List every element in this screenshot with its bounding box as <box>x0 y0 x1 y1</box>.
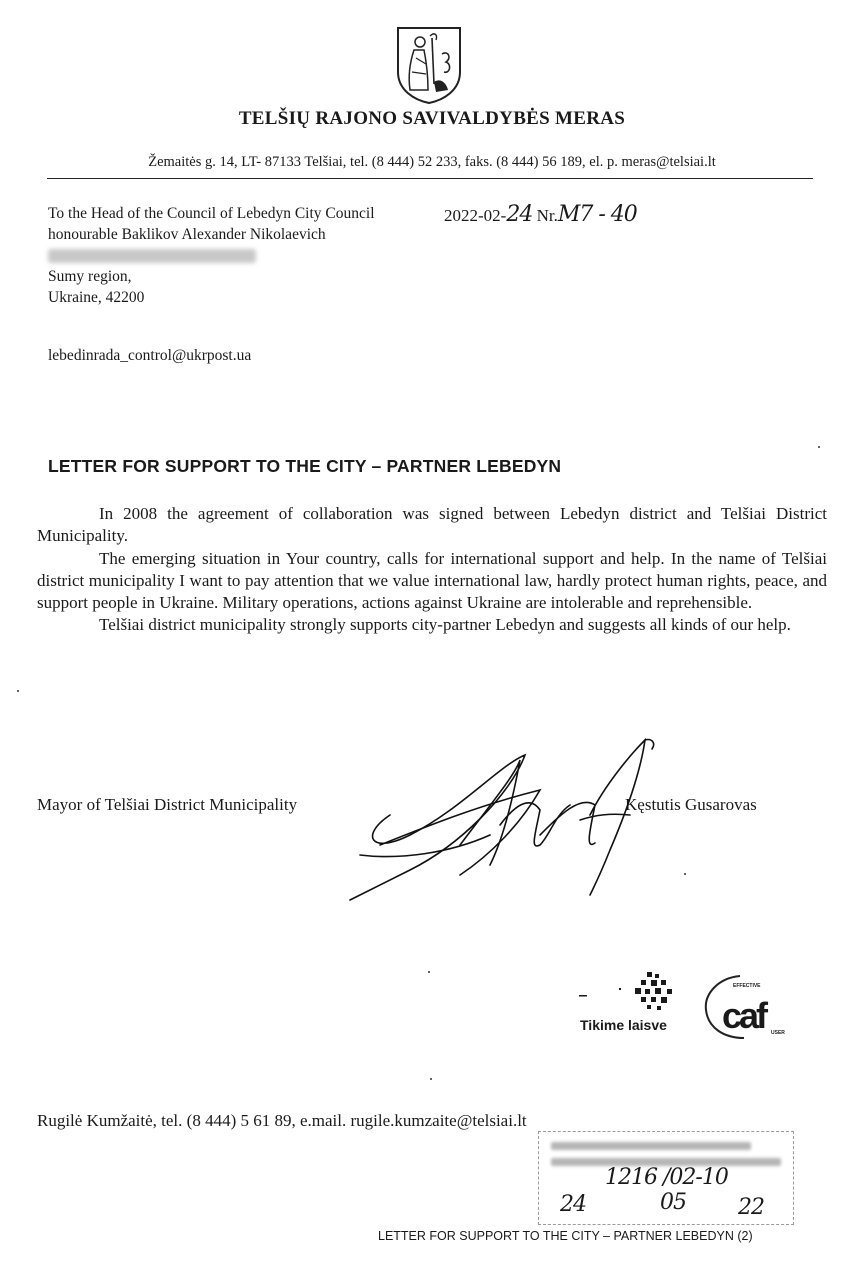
recipient-email: lebedinrada_control@ukrpost.ua <box>48 347 252 364</box>
stamp-date-day: 24 <box>560 1192 586 1217</box>
recipient-line-1: To the Head of the Council of Lebedyn City Council <box>48 205 375 222</box>
paragraph-3: Telšiai district municipality strongly supports city-partner Lebedyn and suggests all kinds of our help. <box>99 615 791 635</box>
contact-line: Rugilė Kumžaitė, tel. (8 444) 5 61 89, e.mail. rugile.kumzaite@telsiai.lt <box>37 1111 527 1130</box>
stamp-text-line <box>551 1142 751 1150</box>
tikime-laisve-logo <box>575 968 685 1048</box>
signatory-title: Mayor of Telšiai District Municipality <box>37 795 298 814</box>
document-reference <box>444 202 637 227</box>
paragraph-2: The emerging situation in Your country, calls for international support and help. In the name of Telšiai district municipality I want to pay attention that we value international law, hardly protect human rights, peace, and support people in Ukraine. Military operations, actions against Ukraine are intolerable and reprehensible. <box>37 548 827 613</box>
stamp-date-month: 05 <box>660 1190 686 1215</box>
recipient-line-5: Ukraine, 42200 <box>48 289 145 306</box>
redacted-address <box>48 249 256 263</box>
org-title: TELŠIŲ RAJONO SAVIVALDYBĖS MERAS <box>238 108 626 129</box>
nr-label: Nr. <box>536 206 558 225</box>
handwritten-number: M7 - 40 <box>557 202 637 227</box>
scan-speck <box>17 690 19 692</box>
tikime-laisve-text: Tikime laisve <box>580 1017 667 1033</box>
header-divider <box>47 178 813 179</box>
caf-effective-label: EFFECTIVE <box>733 983 761 989</box>
coat-of-arms-icon <box>394 24 464 104</box>
scan-speck <box>428 971 430 973</box>
paragraph-1: In 2008 the agreement of collaboration was signed between Lebedyn district and Telšiai District Municipality. <box>37 504 827 546</box>
scan-speck <box>430 1078 432 1080</box>
handwritten-signature <box>340 735 670 905</box>
letter-body <box>37 503 827 637</box>
caf-wordmark: caf <box>722 995 766 1036</box>
stamp-registration-number: 1216 /02-10 <box>605 1165 728 1190</box>
recipient-line-2: honourable Baklikov Alexander Nikolaevich <box>48 226 326 243</box>
signatory-name: Kęstutis Gusarovas <box>625 795 757 814</box>
handwritten-day: 24 <box>506 202 533 227</box>
letter-title: LETTER FOR SUPPORT TO THE CITY – PARTNER LEBEDYN <box>48 456 562 476</box>
org-address: Žemaitės g. 14, LT- 87133 Telšiai, tel. (8 444) 52 233, faks. (8 444) 56 189, el. p. meras@telsiai.lt <box>148 154 716 170</box>
page-footer: LETTER FOR SUPPORT TO THE CITY – PARTNER LEBEDYN (2) <box>378 1229 753 1243</box>
recipient-line-4: Sumy region, <box>48 268 132 285</box>
stamp-date-year: 22 <box>738 1195 764 1220</box>
scan-speck <box>818 446 820 448</box>
caf-user-label: USER <box>771 1030 785 1036</box>
date-prefix: 2022-02- <box>444 206 507 225</box>
scan-speck <box>684 873 686 875</box>
